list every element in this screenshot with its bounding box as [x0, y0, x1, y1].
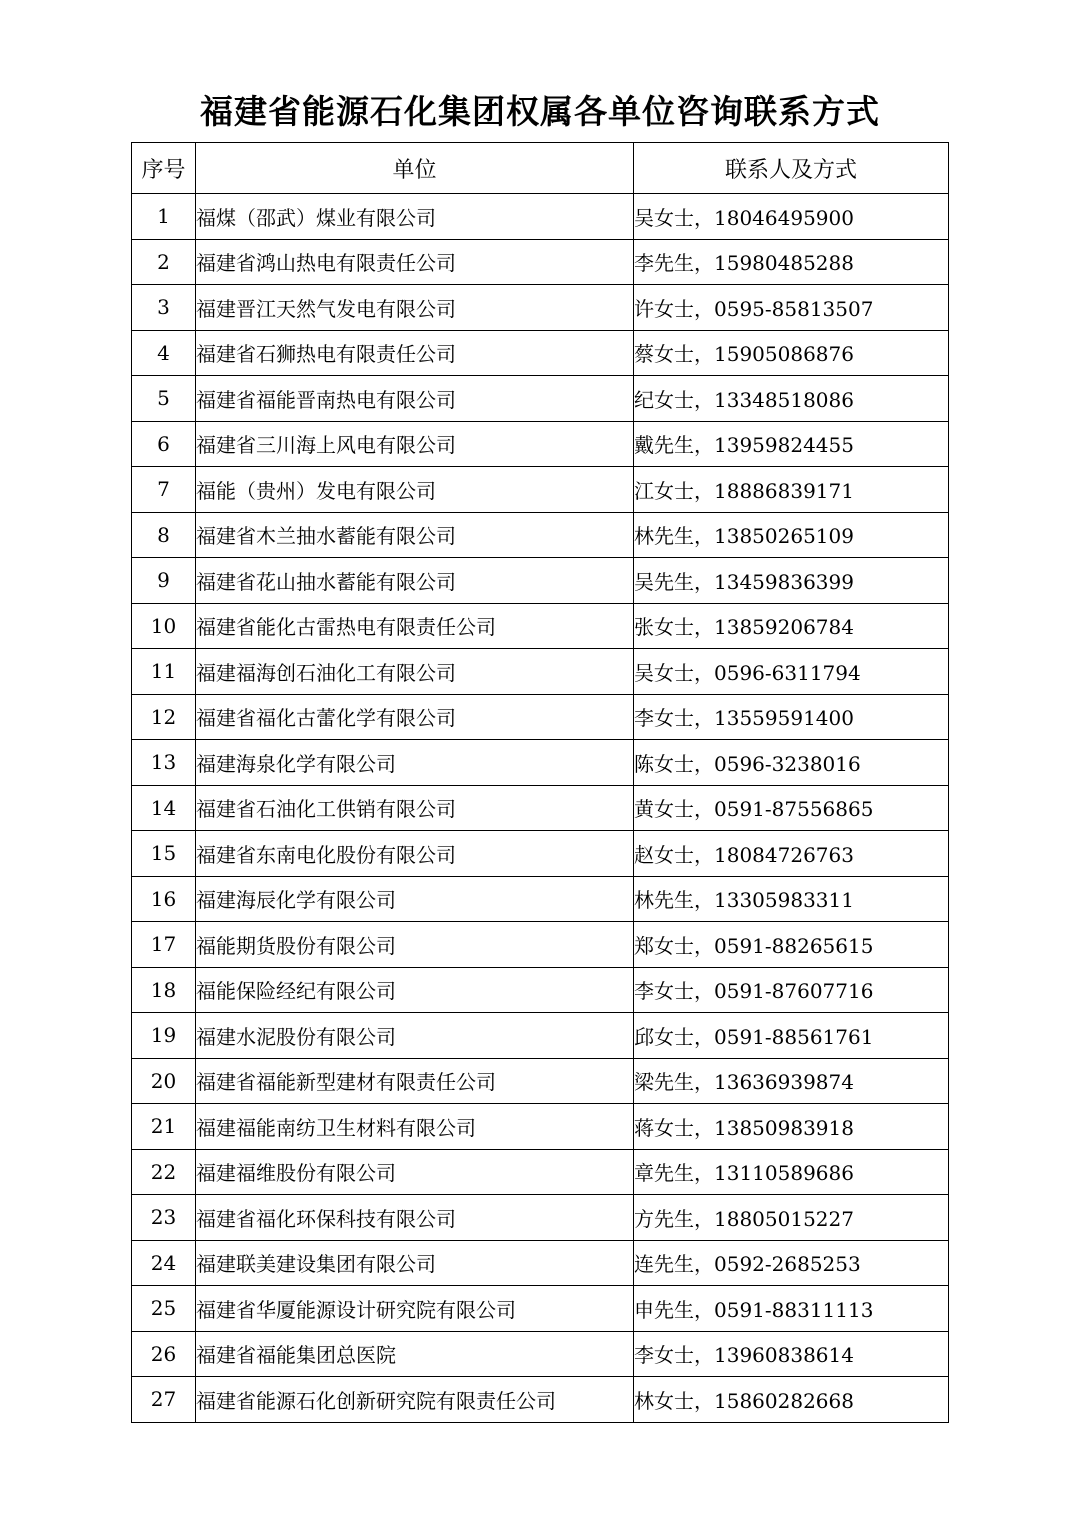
contact-info: 梁先生，13636939874: [634, 1058, 949, 1104]
page-title: 福建省能源石化集团权属各单位咨询联系方式: [200, 92, 880, 131]
unit-name: 福建省石狮热电有限责任公司: [196, 330, 634, 376]
row-number: 24: [132, 1240, 196, 1286]
table-row: [132, 603, 949, 649]
contact-info: 方先生，18805015227: [634, 1195, 949, 1241]
unit-name: 福建省华厦能源设计研究院有限公司: [196, 1286, 634, 1332]
row-number: 23: [132, 1195, 196, 1241]
contact-info: 林先生，13850265109: [634, 512, 949, 558]
header-contact: 联系人及方式: [634, 143, 949, 194]
contact-info: 章先生，13110589686: [634, 1149, 949, 1195]
unit-name: 福建水泥股份有限公司: [196, 1013, 634, 1059]
contact-info: 吴先生，13459836399: [634, 558, 949, 604]
table-body: [132, 194, 949, 1423]
contact-info: 张女士，13859206784: [634, 603, 949, 649]
row-number: 20: [132, 1058, 196, 1104]
unit-name: 福建海泉化学有限公司: [196, 740, 634, 786]
unit-name: 福建晋江天然气发电有限公司: [196, 285, 634, 331]
unit-name: 福建省东南电化股份有限公司: [196, 831, 634, 877]
contact-info: 蔡女士，15905086876: [634, 330, 949, 376]
row-number: 16: [132, 876, 196, 922]
unit-name: 福煤（邵武）煤业有限公司: [196, 194, 634, 240]
unit-name: 福建省三川海上风电有限公司: [196, 421, 634, 467]
table-row: [132, 1240, 949, 1286]
unit-name: 福建联美建设集团有限公司: [196, 1240, 634, 1286]
table-row: [132, 421, 949, 467]
unit-name: 福建省能源石化创新研究院有限责任公司: [196, 1377, 634, 1423]
table-row: [132, 512, 949, 558]
unit-name: 福能（贵州）发电有限公司: [196, 467, 634, 513]
table-row: [132, 785, 949, 831]
header-unit: 单位: [196, 143, 634, 194]
row-number: 8: [132, 512, 196, 558]
row-number: 22: [132, 1149, 196, 1195]
table-row: [132, 1377, 949, 1423]
contact-info: 郑女士，0591-88265615: [634, 922, 949, 968]
row-number: 25: [132, 1286, 196, 1332]
table-row: [132, 1013, 949, 1059]
unit-name: 福建海辰化学有限公司: [196, 876, 634, 922]
row-number: 11: [132, 649, 196, 695]
unit-name: 福建福能南纺卫生材料有限公司: [196, 1104, 634, 1150]
row-number: 13: [132, 740, 196, 786]
table-row: [132, 285, 949, 331]
row-number: 4: [132, 330, 196, 376]
unit-name: 福建省福能晋南热电有限公司: [196, 376, 634, 422]
contact-info: 黄女士，0591-87556865: [634, 785, 949, 831]
unit-name: 福建省石油化工供销有限公司: [196, 785, 634, 831]
contact-info: 吴女士，0596-6311794: [634, 649, 949, 695]
unit-name: 福建福海创石油化工有限公司: [196, 649, 634, 695]
row-number: 18: [132, 967, 196, 1013]
table-row: [132, 1195, 949, 1241]
contact-info: 陈女士，0596-3238016: [634, 740, 949, 786]
row-number: 12: [132, 694, 196, 740]
row-number: 15: [132, 831, 196, 877]
row-number: 7: [132, 467, 196, 513]
table-row: [132, 330, 949, 376]
unit-name: 福建省福能集团总医院: [196, 1331, 634, 1377]
contact-info: 林女士，15860282668: [634, 1377, 949, 1423]
table-row: [132, 922, 949, 968]
table-row: [132, 239, 949, 285]
contact-info: 申先生，0591-88311113: [634, 1286, 949, 1332]
row-number: 9: [132, 558, 196, 604]
table-row: [132, 194, 949, 240]
table-row: [132, 831, 949, 877]
contact-info: 许女士，0595-85813507: [634, 285, 949, 331]
table-header-row: [132, 143, 949, 194]
contact-info: 戴先生，13959824455: [634, 421, 949, 467]
unit-name: 福建省福化古蕾化学有限公司: [196, 694, 634, 740]
table-row: [132, 1104, 949, 1150]
table-row: [132, 376, 949, 422]
unit-name: 福建省福能新型建材有限责任公司: [196, 1058, 634, 1104]
contact-info: 李女士，13559591400: [634, 694, 949, 740]
row-number: 6: [132, 421, 196, 467]
table-row: [132, 1149, 949, 1195]
unit-name: 福建省木兰抽水蓄能有限公司: [196, 512, 634, 558]
row-number: 5: [132, 376, 196, 422]
header-no: 序号: [132, 143, 196, 194]
contact-info: 李先生，15980485288: [634, 239, 949, 285]
unit-name: 福能保险经纪有限公司: [196, 967, 634, 1013]
unit-name: 福建省鸿山热电有限责任公司: [196, 239, 634, 285]
unit-name: 福建省福化环保科技有限公司: [196, 1195, 634, 1241]
contact-info: 李女士，13960838614: [634, 1331, 949, 1377]
table-row: [132, 694, 949, 740]
row-number: 14: [132, 785, 196, 831]
contact-info: 连先生，0592-2685253: [634, 1240, 949, 1286]
table-row: [132, 467, 949, 513]
contact-info: 邱女士，0591-88561761: [634, 1013, 949, 1059]
unit-name: 福能期货股份有限公司: [196, 922, 634, 968]
unit-name: 福建福维股份有限公司: [196, 1149, 634, 1195]
table-row: [132, 876, 949, 922]
table-row: [132, 740, 949, 786]
row-number: 10: [132, 603, 196, 649]
table-row: [132, 1286, 949, 1332]
table-row: [132, 558, 949, 604]
row-number: 3: [132, 285, 196, 331]
table-row: [132, 967, 949, 1013]
unit-name: 福建省能化古雷热电有限责任公司: [196, 603, 634, 649]
contacts-table: [131, 142, 949, 1423]
row-number: 26: [132, 1331, 196, 1377]
row-number: 19: [132, 1013, 196, 1059]
row-number: 2: [132, 239, 196, 285]
contact-info: 蒋女士，13850983918: [634, 1104, 949, 1150]
contact-info: 纪女士，13348518086: [634, 376, 949, 422]
contact-info: 赵女士，18084726763: [634, 831, 949, 877]
table-row: [132, 1058, 949, 1104]
table-row: [132, 1331, 949, 1377]
contact-info: 李女士，0591-87607716: [634, 967, 949, 1013]
table-row: [132, 649, 949, 695]
row-number: 17: [132, 922, 196, 968]
contact-info: 吴女士，18046495900: [634, 194, 949, 240]
contact-info: 江女士，18886839171: [634, 467, 949, 513]
row-number: 21: [132, 1104, 196, 1150]
contact-info: 林先生，13305983311: [634, 876, 949, 922]
unit-name: 福建省花山抽水蓄能有限公司: [196, 558, 634, 604]
row-number: 1: [132, 194, 196, 240]
row-number: 27: [132, 1377, 196, 1423]
